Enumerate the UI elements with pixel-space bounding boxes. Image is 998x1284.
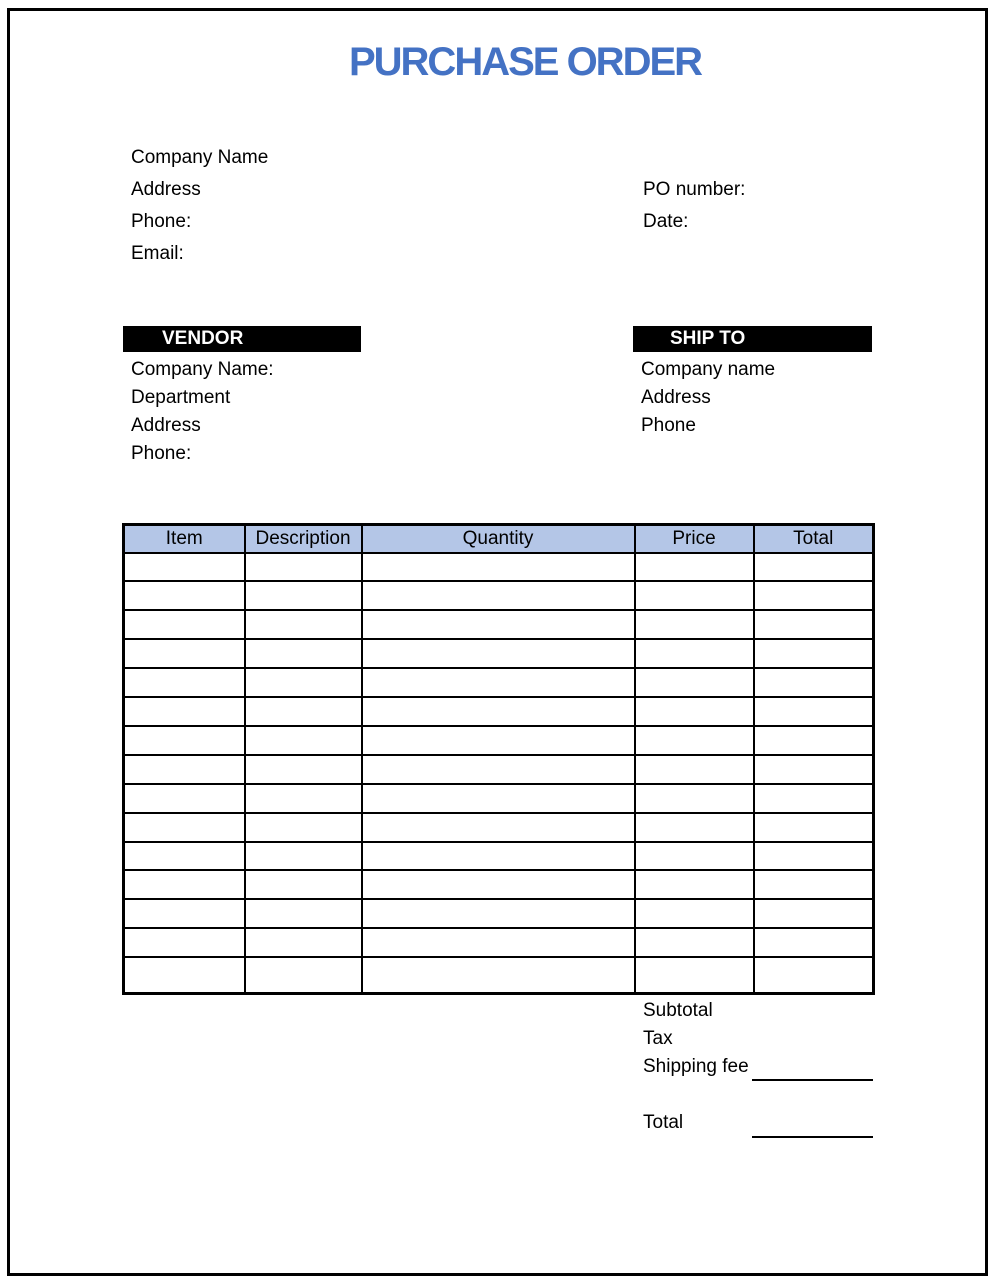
table-row xyxy=(124,639,874,668)
shipto-company-name-label: Company name xyxy=(641,359,776,380)
table-cell-empty[interactable] xyxy=(362,957,635,993)
table-cell-empty[interactable] xyxy=(362,784,635,813)
table-cell-empty[interactable] xyxy=(124,726,245,755)
table-row xyxy=(124,899,874,928)
table-cell-empty[interactable] xyxy=(245,957,362,993)
table-cell-empty[interactable] xyxy=(245,784,362,813)
table-cell-empty[interactable] xyxy=(245,553,362,582)
table-cell-empty[interactable] xyxy=(245,726,362,755)
table-row xyxy=(124,726,874,755)
table-cell-empty[interactable] xyxy=(124,553,245,582)
table-cell-empty[interactable] xyxy=(635,928,754,957)
table-cell-empty[interactable] xyxy=(754,553,874,582)
vendor-info-block xyxy=(131,356,274,468)
table-cell-empty[interactable] xyxy=(754,755,874,784)
table-cell-empty[interactable] xyxy=(362,610,635,639)
total-blank-line[interactable] xyxy=(752,1136,873,1138)
table-cell-empty[interactable] xyxy=(635,899,754,928)
items-table-header-row xyxy=(124,525,874,553)
company-email-label: Email: xyxy=(131,243,184,264)
table-cell-empty[interactable] xyxy=(362,581,635,610)
vendor-phone-label: Phone: xyxy=(131,443,192,464)
table-cell-empty[interactable] xyxy=(635,639,754,668)
table-cell-empty[interactable] xyxy=(245,581,362,610)
vendor-company-name-label: Company Name: xyxy=(131,359,274,380)
table-cell-empty[interactable] xyxy=(124,639,245,668)
table-cell-empty[interactable] xyxy=(362,755,635,784)
table-cell-empty[interactable] xyxy=(635,842,754,871)
tax-label: Tax xyxy=(643,1028,673,1049)
shipping-fee-blank-line[interactable] xyxy=(752,1079,873,1081)
table-cell-empty[interactable] xyxy=(635,581,754,610)
table-cell-empty[interactable] xyxy=(754,957,874,993)
table-cell-empty[interactable] xyxy=(245,870,362,899)
table-cell-empty[interactable] xyxy=(124,899,245,928)
table-cell-empty[interactable] xyxy=(635,813,754,842)
table-cell-empty[interactable] xyxy=(362,726,635,755)
shipto-address-label: Address xyxy=(641,387,711,408)
page-title: PURCHASE ORDER xyxy=(348,40,702,84)
table-cell-empty[interactable] xyxy=(635,553,754,582)
items-table xyxy=(122,523,875,995)
table-cell-empty[interactable] xyxy=(362,697,635,726)
table-cell-empty[interactable] xyxy=(754,928,874,957)
vendor-section-header xyxy=(123,326,361,352)
table-cell-empty[interactable] xyxy=(754,784,874,813)
items-table-body xyxy=(124,553,874,994)
shipping-fee-label: Shipping fee xyxy=(643,1056,749,1077)
company-phone-label: Phone: xyxy=(131,211,192,232)
table-cell-empty[interactable] xyxy=(754,813,874,842)
table-cell-empty[interactable] xyxy=(124,870,245,899)
table-cell-empty[interactable] xyxy=(754,899,874,928)
date-label: Date: xyxy=(643,211,689,232)
table-cell-empty[interactable] xyxy=(362,870,635,899)
vendor-department-label: Department xyxy=(131,387,231,408)
table-cell-empty[interactable] xyxy=(124,957,245,993)
table-cell-empty[interactable] xyxy=(245,899,362,928)
table-cell-empty[interactable] xyxy=(754,581,874,610)
table-cell-empty[interactable] xyxy=(635,726,754,755)
table-cell-empty[interactable] xyxy=(245,668,362,697)
table-cell-empty[interactable] xyxy=(124,842,245,871)
table-cell-empty[interactable] xyxy=(124,581,245,610)
column-header-quantity: Quantity xyxy=(362,525,635,553)
table-cell-empty[interactable] xyxy=(362,639,635,668)
table-cell-empty[interactable] xyxy=(635,870,754,899)
table-row xyxy=(124,784,874,813)
table-cell-empty[interactable] xyxy=(635,957,754,993)
table-cell-empty[interactable] xyxy=(362,668,635,697)
column-header-description: Description xyxy=(245,525,362,553)
table-cell-empty[interactable] xyxy=(245,813,362,842)
table-cell-empty[interactable] xyxy=(124,928,245,957)
table-cell-empty[interactable] xyxy=(754,870,874,899)
table-cell-empty[interactable] xyxy=(245,842,362,871)
shipto-info-block xyxy=(641,356,775,440)
subtotal-label: Subtotal xyxy=(643,1000,713,1021)
order-info-block xyxy=(643,174,745,238)
table-row xyxy=(124,957,874,993)
table-cell-empty[interactable] xyxy=(754,610,874,639)
table-cell-empty[interactable] xyxy=(362,842,635,871)
table-cell-empty[interactable] xyxy=(245,697,362,726)
table-cell-empty[interactable] xyxy=(362,553,635,582)
table-cell-empty[interactable] xyxy=(124,813,245,842)
table-row xyxy=(124,697,874,726)
shipto-phone-label: Phone xyxy=(641,415,696,436)
table-cell-empty[interactable] xyxy=(754,726,874,755)
table-cell-empty[interactable] xyxy=(362,928,635,957)
table-row xyxy=(124,755,874,784)
table-cell-empty[interactable] xyxy=(754,639,874,668)
vendor-address-label: Address xyxy=(131,415,201,436)
table-cell-empty[interactable] xyxy=(754,842,874,871)
table-cell-empty[interactable] xyxy=(362,813,635,842)
table-cell-empty[interactable] xyxy=(124,610,245,639)
shipto-header-label: SHIP TO xyxy=(670,328,746,349)
table-cell-empty[interactable] xyxy=(124,755,245,784)
total-label: Total xyxy=(643,1112,684,1133)
table-row xyxy=(124,553,874,582)
table-cell-empty[interactable] xyxy=(362,899,635,928)
table-cell-empty[interactable] xyxy=(754,697,874,726)
table-cell-empty[interactable] xyxy=(124,784,245,813)
table-cell-empty[interactable] xyxy=(635,755,754,784)
table-cell-empty[interactable] xyxy=(635,610,754,639)
table-row xyxy=(124,870,874,899)
table-row xyxy=(124,668,874,697)
table-row xyxy=(124,928,874,957)
column-header-price: Price xyxy=(635,525,754,553)
po-number-label: PO number: xyxy=(643,179,746,200)
company-address-label: Address xyxy=(131,179,201,200)
table-cell-empty[interactable] xyxy=(754,668,874,697)
table-cell-empty[interactable] xyxy=(245,928,362,957)
table-row xyxy=(124,581,874,610)
table-cell-empty[interactable] xyxy=(124,668,245,697)
vendor-header-label: VENDOR xyxy=(162,328,244,349)
column-header-total: Total xyxy=(754,525,874,553)
company-info-block xyxy=(131,142,268,270)
table-cell-empty[interactable] xyxy=(635,784,754,813)
table-cell-empty[interactable] xyxy=(635,697,754,726)
table-row xyxy=(124,842,874,871)
table-cell-empty[interactable] xyxy=(245,755,362,784)
table-row xyxy=(124,610,874,639)
shipto-section-header xyxy=(633,326,872,352)
table-cell-empty[interactable] xyxy=(245,610,362,639)
table-row xyxy=(124,813,874,842)
table-cell-empty[interactable] xyxy=(245,639,362,668)
column-header-item: Item xyxy=(124,525,245,553)
company-name-label: Company Name xyxy=(131,147,269,168)
table-cell-empty[interactable] xyxy=(635,668,754,697)
table-cell-empty[interactable] xyxy=(124,697,245,726)
